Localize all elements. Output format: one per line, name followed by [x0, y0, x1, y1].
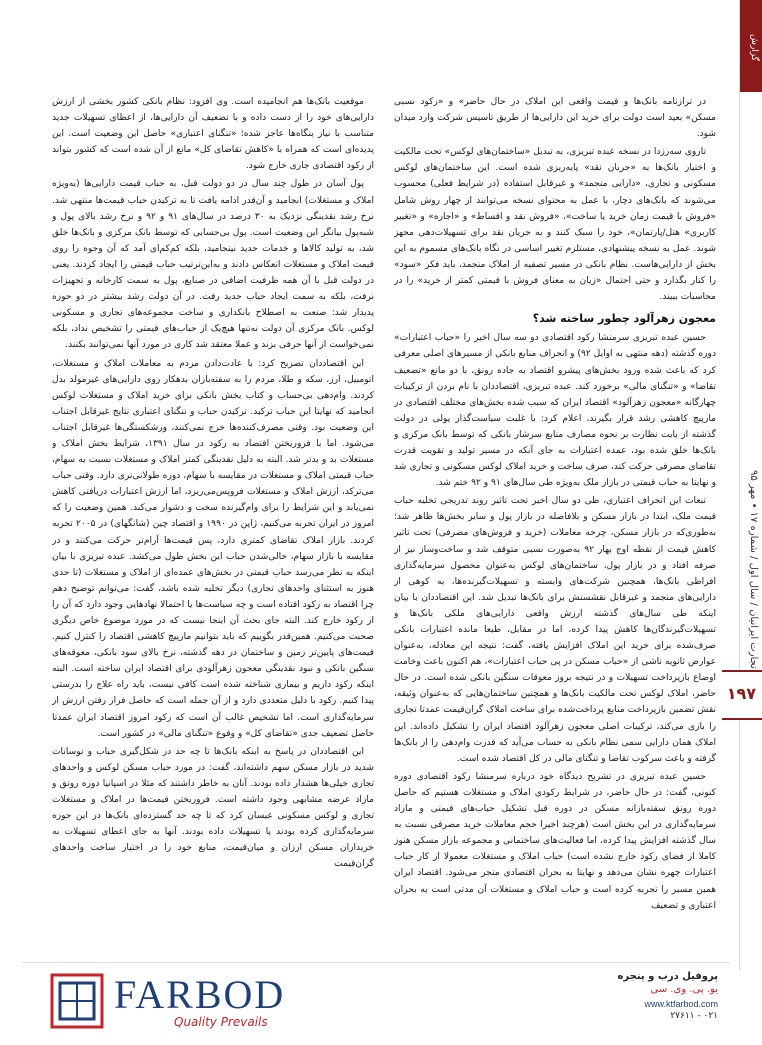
paragraph: تبعات این انحراف اعتباری، طی دو سال اخیر تحت تاثیر روند تدریجی تخلیه حباب قیمت ملک، ابتدا در بازار مسکن و بلافاصله در بازار پول و سایر بخش‌ها ظاهر شد؛ به‌طوری‌که در بازار مسکن، چرخه معاملات (خرید و فروش‌های مصرفی) تحت تاثیر کاهش قیمت از نقطه اوج بهار ۹۲ به‌صورت نسبی متوقف شد و ساخت‌وساز نیز از صرفه افتاد و در بازار پول، ساختمان‌های لوکس به‌عنوان محصول سرمایه‌گذاری افراطی بانک‌ها، همچنین شرکت‌های وابسته و تسهیلات‌گیرنده‌ها، به کوهی از دارایی‌های منجمد و غیرقابل نقشسنش برای بانک‌ها تبدیل شد. این اقتصاددان با بیان اینکه طی سال‌های گذشته ارزش واقعی دارایی‌های ملکی بانک‌ها و تسهیلات‌گیرندگان‌ها کاهش پیدا کرده، اما در مقابل، طبعا مانده اعتبارات بانکی صرف‌شده برای خرید این املاک افزایش یافته، گفت: نتیجه این معادله، به‌عنوان عوارض ثانویه ناشی از «حباب مسکن در پی حباب اعتبارات»، هم اکنون باعث وخامت اوضاع بازپرداخت تسهیلات و در نتیجه بروز معوقات سنگین بانکی شده است. در حال حاضر، املاک لوکس تحت مالکیت بانک‌ها و همچنین ساختمان‌هایی که به‌عنوان وثیقه، نقش تضمین بازپرداخت منابع پرداخت‌شده برای ساخت املاک گران‌قیمت عمدتا تجاری را بازی می‌کند، ترکیبات اصلی معجون زهرآلود اقتصاد ایران را تشکیل داده‌اند. این املاک همان دارایی سمی نظام بانکی به حساب می‌آید که قدرت وام‌دهی را از بانک‌ها گرفته و باعث سرکوب تقاضا و تنگنای مالی در کل اقتصاد شده است.	[394, 496, 716, 764]
section-heading: معجون زهرآلود چطور ساخته شد؟	[532, 312, 716, 326]
ad-phone: ۰۲۱ - ۲۷۶۱۱	[670, 1011, 718, 1021]
section-tab-label: گزارش	[749, 34, 759, 62]
brand-name: FARBOD	[114, 972, 286, 1017]
paragraph: حسین عبده تبریزی سرمنشا رکود اقتصادی دو سه سال اخیر را «حباب اعتبارات» دوره گذشته (دهه منتهی به اوایل ۹۲) و انحراف منابع بانکی از مسیرهای اصلی معرفی کرد که باعث شده ورود بخش‌های پیشرو اقتصاد به جاده رونق، با دو مانع «تضعیف تقاضا» و «تنگنای مالی» برخورد کند. عبده تبریزی، اقتصاددان با نام بردن از ترکیبات چهارگانه «معجون زهرآلود» اقتصاد ایران که سبب شده بخش‌های مختلف اقتصادی در مارپیچ کاهشی رشد قرار بگیرند، اعلام کرد: با غلبت سیاست‌گذار پولی در دولت گذشته از بابت نظارت بر نحوه مصارف منابع سرشار بانکی که توسط بانک مرکزی و بانک‌ها خلق شده بود، عمده اعتبارات به جای آنکه در مسیر تولید و تقویت قدرت تقاضای مصرفی حرکت کند، صرف ساخت و خرید املاک لوکس مسکونی و تجاری شد و نهایتا به حباب قیمتی در بازار ملک به‌ویژه طی سال‌های ۹۱ و ۹۲ ختم شد.	[394, 333, 716, 489]
advertisement[interactable]	[22, 962, 730, 1039]
article-body	[52, 94, 716, 956]
ad-subtitle: یو. پی. وی. سی	[650, 984, 718, 995]
right-column	[394, 94, 716, 956]
brand-tagline: Quality Prevails	[174, 1015, 268, 1029]
paragraph: این اقتصاددان در پاسخ به اینکه بانک‌ها تا چه حد در شکل‌گیری حباب و نوسانات شدید در بازار مسکن سهم داشته‌اند، گفت: در مورد حباب مسکن لوکس و واحدهای تجاری خیلی‌ها هشدار داده بودند. آنان به خاطر داشتند که مثلا در اسپانیا دوره رونق و مازاد عرضه مشابهی وجود داشته است. فروریختن قیمت‌ها در املاک و مستغلات تجاری و لوکس مسکونی عیسان کرد که تا چه حد گسترده‌ای بانک‌ها در این حوزه سرمایه‌گذاری کرده بودند یا تسهیلات داده بودند. آنها به جای اعطای تسهیلات به خریداران مسکن ارزان و میان‌قیمت، منابع خود را در اختیار ساخت واحدهای گران‌قیمت	[52, 746, 374, 870]
farbod-logo-icon	[48, 971, 106, 1031]
paragraph: در ترازنامه بانک‌ها و قیمت واقعی این املاک در حال حاضر» و «رکود نسبی مسکن» بعید است دولت برای خرید این دارایی‌ها از طریق تاسیس شرکت وارد میدان شود.	[394, 97, 716, 140]
left-column	[52, 94, 374, 956]
ad-info	[588, 971, 718, 1021]
paragraph: پول آسان در طول چند سال در دو دولت قبل، به حباب قیمت دارایی‌ها (به‌ویژه املاک و مستغلات) انجامید و آن‌قدر ادامه یافت تا به ترکیدن حباب قیمت‌ها منتهی شد. نرخ رشد نقدینگی نزدیک به ۳۰ درصد در سال‌های ۹۱ و ۹۲ و نرخ رشد بالای پول و شبه‌پول بیانگر این وضعیت است. پول بی‌حسابی که توسط بانک مرکزی و بانک‌ها خلق شد، به تولید کالاها و خدمات جدید نینجامید، بلکه کم‌کم‌ای آمد که آن وجوه را روی قیمت املاک و مستغلات انعکاس دادند و به‌این‌ترتیب حباب قیمتی را ایجاد کردند. یعنی در دولت قبل با آن همه ظرفیت اضافی در صنایع، پول به سمت کارخانه و تجهیزات نرفت، بلکه به سمت ایجاد حباب جدید رفت. در آن دولت رشد بیشتر در دو حوزه پدیدار شد: صنعت به اصطلاح بانکداری و ساخت مجموعه‌های تجاری و مسکونی لوکس. بانک مرکزی آن دولت نه‌تنها هیچ‌یک از حباب‌های قیمتی را تشخیص نداد، بلکه نمی‌خواست از آنها حرفی بزند و عملا معتقد شد کاری در مورد آنها نمی‌توانند بکنند.	[52, 179, 374, 351]
ad-website-link[interactable]: www.ktfarbod.com	[644, 999, 718, 1009]
ad-title: پروفیل درب و پنجره	[617, 971, 718, 982]
page-number: ۱۹۷	[726, 684, 756, 703]
issue-info: تجارت ایرانیان / سال اول / شماره ۱۷ • مهر ۹۵	[748, 470, 759, 669]
paragraph: تاروی سه‌رزدا در نسخه عبده تبریزی، به تبدیل «ساختمان‌های لوکس» تحت مالکیت و اختیار بانک‌ها به «جریان نقد» پایه‌ریزی شده است. این ساختمان‌های لوکس مسکونی و تجاری، «دارایی منجمد» و غیرقابل استفاده (در شرایط فعلی) محسوب می‌شوند که بانک‌های دچار، با عمل به محتوای نسخه می‌توانند از چهار روش شامل «فروش با قیمت زمان خرید یا ساخت»، «فروش نقد و اقساط» و «اجاره» و «تغییر کاربری» هتل/پارتمان»، خود را سبک کنند و به جریان نقد برای تسهیلات‌دهی مجهز شوند. عمل به نسخه پیشنهادی، مستلزم تغییر اساسی در نگاه بانک‌های مسموم به این بخش از دارایی‌هاست. نظام بانکی در مسیر تصفیه از املاک منجمد، باید فکر «سود» را کنار بگذارد و حتی احتمال «زیان به معنای فروش با قیمتی کمتر از خرید» را در محاسبات ببیند.	[394, 147, 716, 303]
paragraph: حسین عبده تبریزی در تشریح دیدگاه خود درباره سرمنشا رکود اقتصادی دوره کنونی، گفت: در حال حاضر، در شرایط رکودی املاک و مستغلات هستیم که حاصل دوره رونق سفته‌بازانه مسکن در دوره قبل تشکیل حباب‌های قیمتی و مازاد سرمایه‌گذاری در این بخش است (هرچند اخیرا حجم معاملات خرید مصرفی نسبت به سال گذشته افزایش پیدا کرده، اما فعالیت‌های ساختمانی و مجموعه بازار مسکن هنوز کاملا از فضای رکود خارج نشده است) حباب املاک و مستغلات معمولا از کار حباب اعتبارات چهره نشان می‌دهد و نهایتا به بحران اقتصادی منجر می‌شود. اقتصاد ایران همین مسیر را تجربه کرده است و حباب املاک و مستغلات آن مدتی است به بحران اعتباری و تضعیف	[394, 771, 716, 911]
side-divider	[739, 0, 740, 970]
paragraph: موقعیت بانک‌ها هم انجامیده است. وی افزود: نظام بانکی کشور بخشی از ارزش دارایی‌های خود را از دست داده و با تضعیف آن دارایی‌ها، از اعطای تسهیلات جدید متناسب با نیاز بنگاه‌ها عاجز شده؛ «تنگنای اعتباری» حاصل این وضعیت است. این پدیده‌ای است که همراه با «کاهش تقاضای کل» مانع از آن شده است که کشور بتواند از رکود اقتصادی جاری خارج شود.	[52, 97, 374, 172]
paragraph: این اقتصاددان تصریح کرد: با عادت‌دادن مردم به معاملات املاک و مستغلات، اتومبیل، ارز، سکه و طلا، مردم را به سفته‌بازان بدهکار روی دارایی‌های غیرمولد بدل کردند. وام‌دهی بی‌حساب و کتاب بخش بانکی برای خرید املاک و مستغلات لوکس انجامید که نهایتا این حباب ترکید. ترکیدن حباب و تنگنای اعتباری نتایج غیرقابل اجتناب این وضعیت بود. وقتی مصرف‌کننده‌ها خرج نمی‌کنند، ورشکستگی‌ها غیرقابل اجتناب می‌شود. اما با فروریختن اقتصاد به رکود در سال ۱۳۹۱، شرایط بخش املاک و مستغلات بد و بدتر شد. البته به دلیل نقدینگی کمتر املاک و مستغلات نسبت به سهام، حباب قیمتی املاک و مستغلات در مقایسه با سهام، دوره طولانی‌تری دارد. وقتی حباب می‌ترکد، ارزش املاک و مستغلات فروپس‌می‌ریزد، اما ارزش اعتبارات دریافتی کاهش نمی‌یابد و این شرایط را برای وام‌گیرنده سخت و دشوار می‌کند. همین وضعیت را که امروز در ایران تجربه می‌کنیم، ژاپن در ۱۹۹۰ و اقتصاد چین (شانگهای) در ۲۰۰۵ تجربه کردند. بازار املاک تقاضای کمتری دارد، پس قیمت‌ها آرام‌تر حرکت می‌کنند و در مقایسه با بازار سهام، خالی‌شدن حباب این بخش طول می‌کشد. عبده تبریزی با بیان اینکه به نظر می‌رسد حباب قیمتی در بخش‌های عمده‌ای از املاک و مستغلات (تا حدی هنوز به استثنای واحدهای تجاری) دیگر تخلیه شده باشد، گفت: می‌توانم توضیح دهم چرا اقتصاد به رکود افتاده است و چه سیاست‌ها یا احتمالا نهادهایی وجود دارد که آن را از رکود خارج کند. البته جای بحث آن اینجا نیست که در مورد موضوع خاص دیگری صحبت می‌کنیم. همین‌قدر بگوییم که باید بتوانیم مارپیچ کاهشی اقتصاد را کنترل کنیم. قیمت‌های پایین‌تر زمین و ساختمان در دهه گذشته، نرخ بالای سود بانکی، معوقه‌های سنگین بانکی و نبود نقدینگی معجون زهرآلودی برای اقتصاد ایران ساخته است. البته اینکه رکود داریم و بیماری شناخته شده است کافی نیست، باید راه علاج را بدرستی پیدا کنیم. رکود با دلیل متعددی دارد و از آن جمله است که حاصل فرار رفتن ارزش از سرمایه‌گذاری است. اما تشخیص غالب آن است که رکود امروز اقتصاد ایران عمدتا حاصل تضعیف جدی «تقاضای کل» و وقوع «تنگنای مالی» در کشور است.	[52, 358, 374, 739]
section-tab	[740, 0, 762, 92]
